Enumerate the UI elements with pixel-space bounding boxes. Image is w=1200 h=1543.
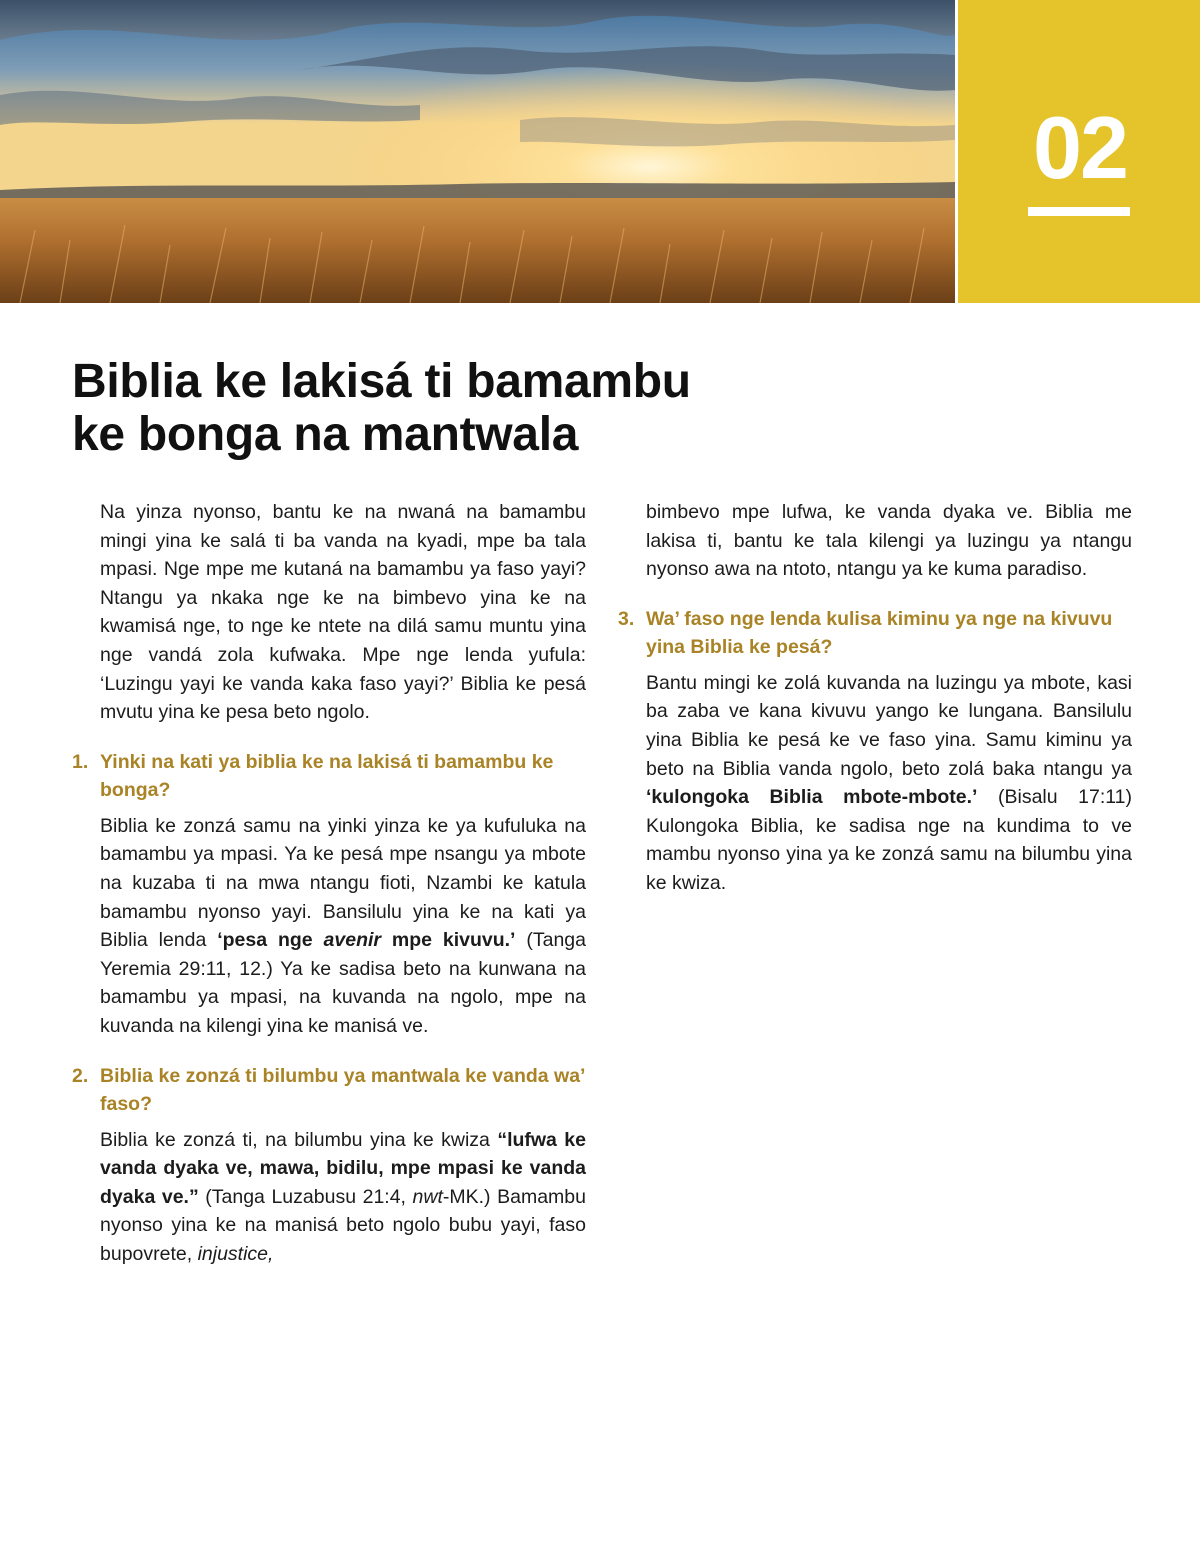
- section-number: 02: [1033, 98, 1127, 197]
- hero-image: [0, 0, 955, 303]
- right-column: [618, 498, 1132, 898]
- question-1: [72, 748, 586, 804]
- left-column: [72, 498, 587, 1268]
- question-1-number: 1.: [72, 750, 89, 773]
- wheat-field-sunset-illustration: [0, 0, 955, 303]
- answer-2-continuation: bimbevo mpe lufwa, ke vanda dyaka ve. Biblia me lakisa ti, bantu ke tala kilengi ya luzingu ya ntangu nyonso awa na ntoto, ntangu ya ke kuma paradiso.: [646, 501, 1132, 581]
- question-3-text: Wa’ faso nge lenda kulisa kiminu ya nge na kivuvu yina Biblia ke pesá?: [646, 607, 1113, 658]
- question-2: [72, 1062, 586, 1118]
- question-3: [618, 605, 1132, 661]
- question-2-number: 2.: [72, 1064, 89, 1087]
- section-number-underline: [1028, 207, 1130, 216]
- answer-1-paragraph: Biblia ke zonzá samu na yinki yinza ke ya kufuluka na bamambu ya mpasi. Ya ke pesá mpe nsangu ya mbote na kuzaba ti na mwa ntangu fioti, Nzambi ke katula bamambu nyonso yayi. Bansilulu yina ke na kati ya Biblia lenda ‘pesa nge avenir mpe kivuvu.’ (Tanga Yeremia 29:11, 12.) Ya ke sadisa beto na kunwana na bamambu ya mpasi, na kuvanda na ngolo, mpe na kuvanda na kilengi yina ke manisá ve.: [100, 814, 587, 1037]
- answer-2-paragraph: Biblia ke zonzá ti, na bilumbu yina ke kwiza “lufwa ke vanda dyaka ve, mawa, bidilu, mpe mpasi ke vanda dyaka ve.” (Tanga Luzabusu 21:4, nwt-MK.) Bamambu nyonso yina ke na manisá beto ngolo bubu yayi, faso bupovrete, injustice,: [100, 1128, 586, 1265]
- answer-3-paragraph: Bantu mingi ke zolá kuvanda na luzingu ya mbote, kasi ba zaba ve kana kivuvu yango ke lungana. Bansilulu yina Biblia ke pesá ke ve faso yina. Samu kiminu ya beto na Biblia vanda ngolo, beto zolá baka ntangu ya ‘kulongoka Biblia mbote-mbote.’ (Bisalu 17:11) Kulongoka Biblia, ke sadisa nge na kundima to ve mambu nyonso yina ya ke zonzá samu na bilumbu yina ke kwiza.: [646, 671, 1132, 894]
- intro-paragraph: Na yinza nyonso, bantu ke na nwaná na bamambu mingi yina ke salá ti ba vanda na kyadi, mpe ba tala mpasi. Nge mpe me kutaná na bamambu ya faso yayi? Ntangu ya nkaka nge ke na bimbevo yina ke na kwamisá nge, to nge ke ntete na dilá samu muntu yina nge vandá zola kufwaka. Mpe nge lenda yufula: ‘Luzingu yayi ke vanda kaka faso yayi?’ Biblia ke pesá mvutu yina ke pesa beto ngolo.: [100, 501, 586, 724]
- page-title: [72, 355, 892, 461]
- question-2-text: Biblia ke zonzá ti bilumbu ya mantwala ke vanda wa’ faso?: [100, 1064, 585, 1115]
- question-3-number: 3.: [618, 607, 635, 630]
- page-title-line1: Biblia ke lakisá ti bamambu: [72, 355, 691, 408]
- page-title-line2: ke bonga na mantwala: [72, 408, 579, 461]
- question-1-text: Yinki na kati ya biblia ke na lakisá ti bamambu ke bonga?: [100, 750, 554, 801]
